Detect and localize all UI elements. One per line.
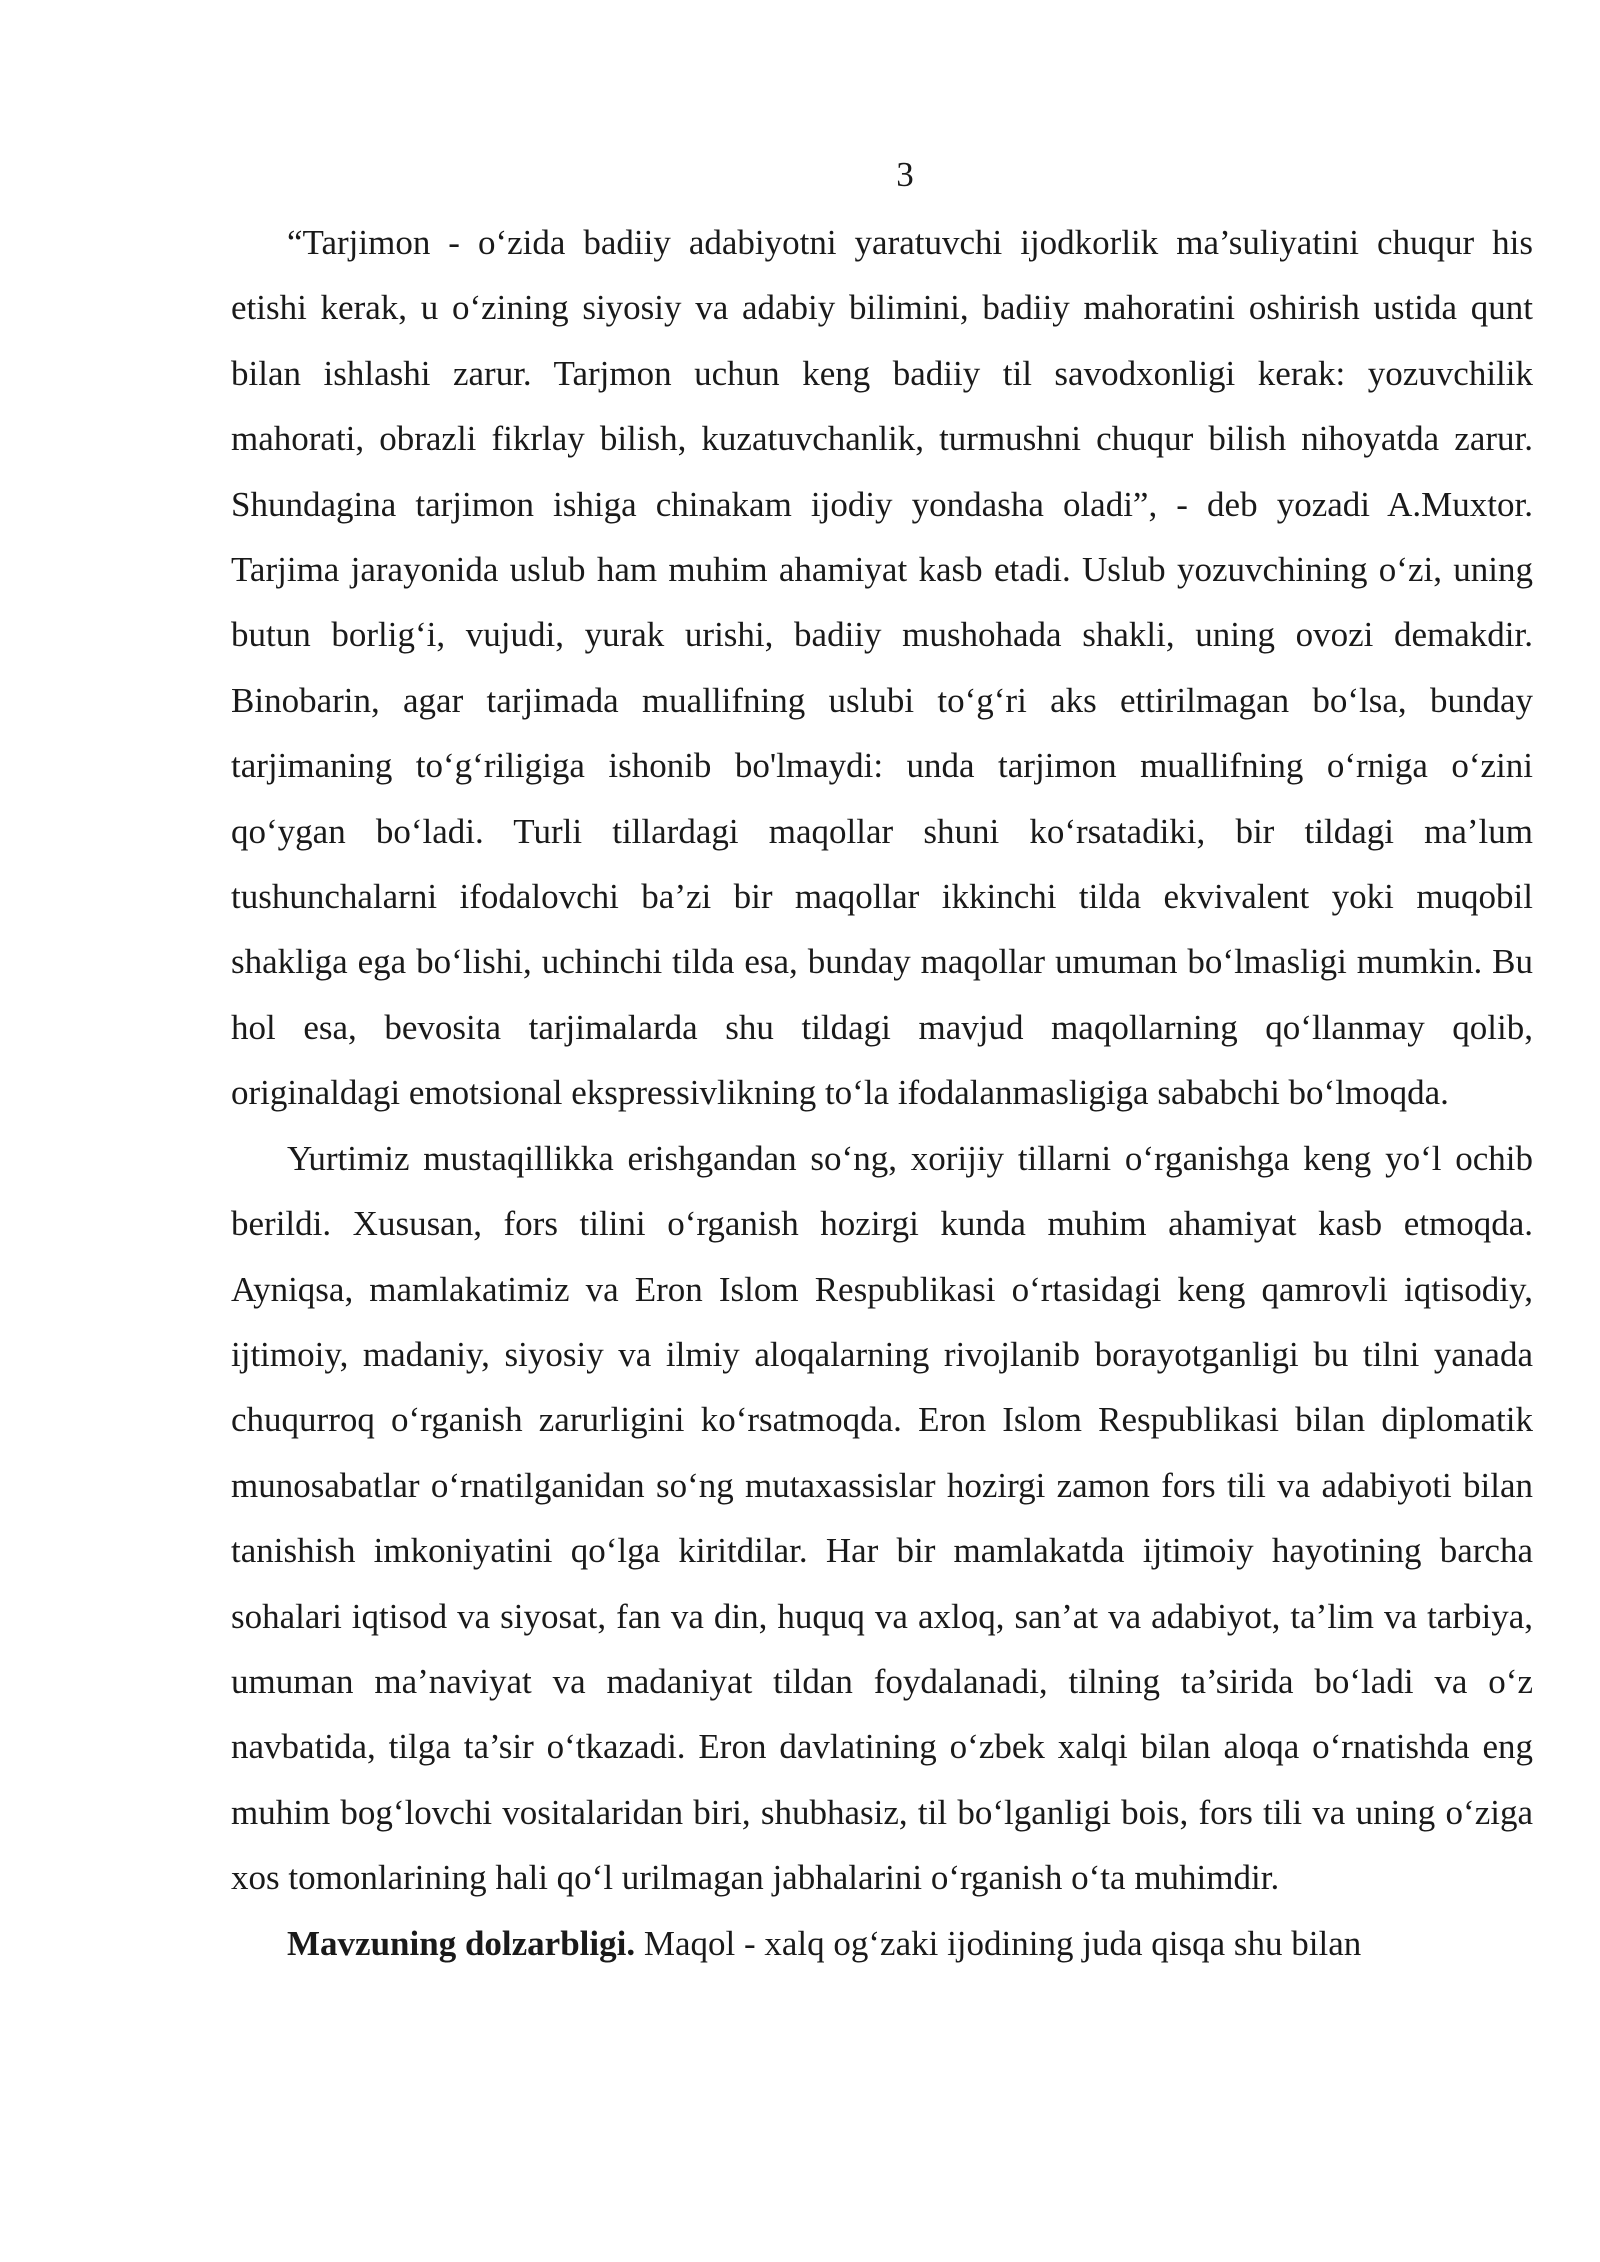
section-heading-relevance: Mavzuning dolzarbligi.	[287, 1923, 636, 1963]
paragraph-text: Maqol - xalq og‘zaki ijodining juda qisqa shu bilan	[635, 1923, 1362, 1963]
paragraph-topic-relevance	[231, 1911, 1533, 1976]
paragraph-translator-style: “Tarjimon - o‘zida badiiy adabiyotni yaratuvchi ijodkorlik ma’suliyatini chuqur his etishi kerak, u o‘zining siyosiy va adabiy bilimini, badiiy mahoratini oshirish ustida qunt bilan ishlashi zarur. Tarjmon uchun keng badiiy til savodxonligi kerak: yozuvchilik mahorati, obrazli fikrlay bilish, kuzatuvchanlik, turmushni chuqur bilish nihoyatda zarur. Shundagina tarjimon ishiga chinakam ijodiy yondasha oladi”, - deb yozadi A.Muxtor. Tarjima jarayonida uslub ham muhim ahamiyat kasb etadi. Uslub yozuvchining o‘zi, uning butun borlig‘i, vujudi, yurak urishi, badiiy mushohada shakli, uning ovozi demakdir. Binobarin, agar tarjimada muallifning uslubi to‘g‘ri aks ettirilmagan bo‘lsa, bunday tarjimaning to‘g‘riligiga ishonib bo'lmaydi: unda tarjimon muallifning o‘rniga o‘zini qo‘ygan bo‘ladi. Turli tillardagi maqollar shuni ko‘rsatadiki, bir tildagi ma’lum tushunchalarni ifodalovchi ba’zi bir maqollar ikkinchi tilda ekvivalent yoki muqobil shakliga ega bo‘lishi, uchinchi tilda esa, bunday maqollar umuman bo‘lmasligi mumkin. Bu hol esa, bevosita tarjimalarda shu tildagi mavjud maqollarning qo‘llanmay qolib, originaldagi emotsional ekspressivlikning to‘la ifodalanmasligiga sababchi bo‘lmoqda.	[231, 223, 1533, 1113]
page-number: 3	[896, 155, 914, 194]
paragraph-persian-language-study: Yurtimiz mustaqillikka erishgandan so‘ng, xorijiy tillarni o‘rganishga keng yo‘l ochib berildi. Xususan, fors tilini o‘rganish hozirgi kunda muhim ahamiyat kasb etmoqda. Ayniqsa, mamlakatimiz va Eron Islom Respublikasi o‘rtasidagi keng qamrovli iqtisodiy, ijtimoiy, madaniy, siyosiy va ilmiy aloqalarning rivojlanib borayotganligi bu tilni yanada chuqurroq o‘rganish zarurligini ko‘rsatmoqda. Eron Islom Respublikasi bilan diplomatik munosabatlar o‘rnatilganidan so‘ng mutaxassislar hozirgi zamon fors tili va adabiyoti bilan tanishish imkoniyatini qo‘lga kiritdilar. Har bir mamlakatda ijtimoiy hayotining barcha sohalari iqtisod va siyosat, fan va din, huquq va axloq, san’at va adabiyot, ta’lim va tarbiya, umuman ma’naviyat va madaniyat tildan foydalanadi, tilning ta’sirida bo‘ladi va o‘z navbatida, tilga ta’sir o‘tkazadi. Eron davlatining o‘zbek xalqi bilan aloqa o‘rnatishda eng muhim bog‘lovchi vositalaridan biri, shubhasiz, til bo‘lganligi bois, fors tili va uning o‘ziga xos tomonlarining hali qo‘l urilmagan jabhalarini o‘rganish o‘ta muhimdir.	[231, 1138, 1533, 1898]
document-body	[231, 210, 1533, 1976]
